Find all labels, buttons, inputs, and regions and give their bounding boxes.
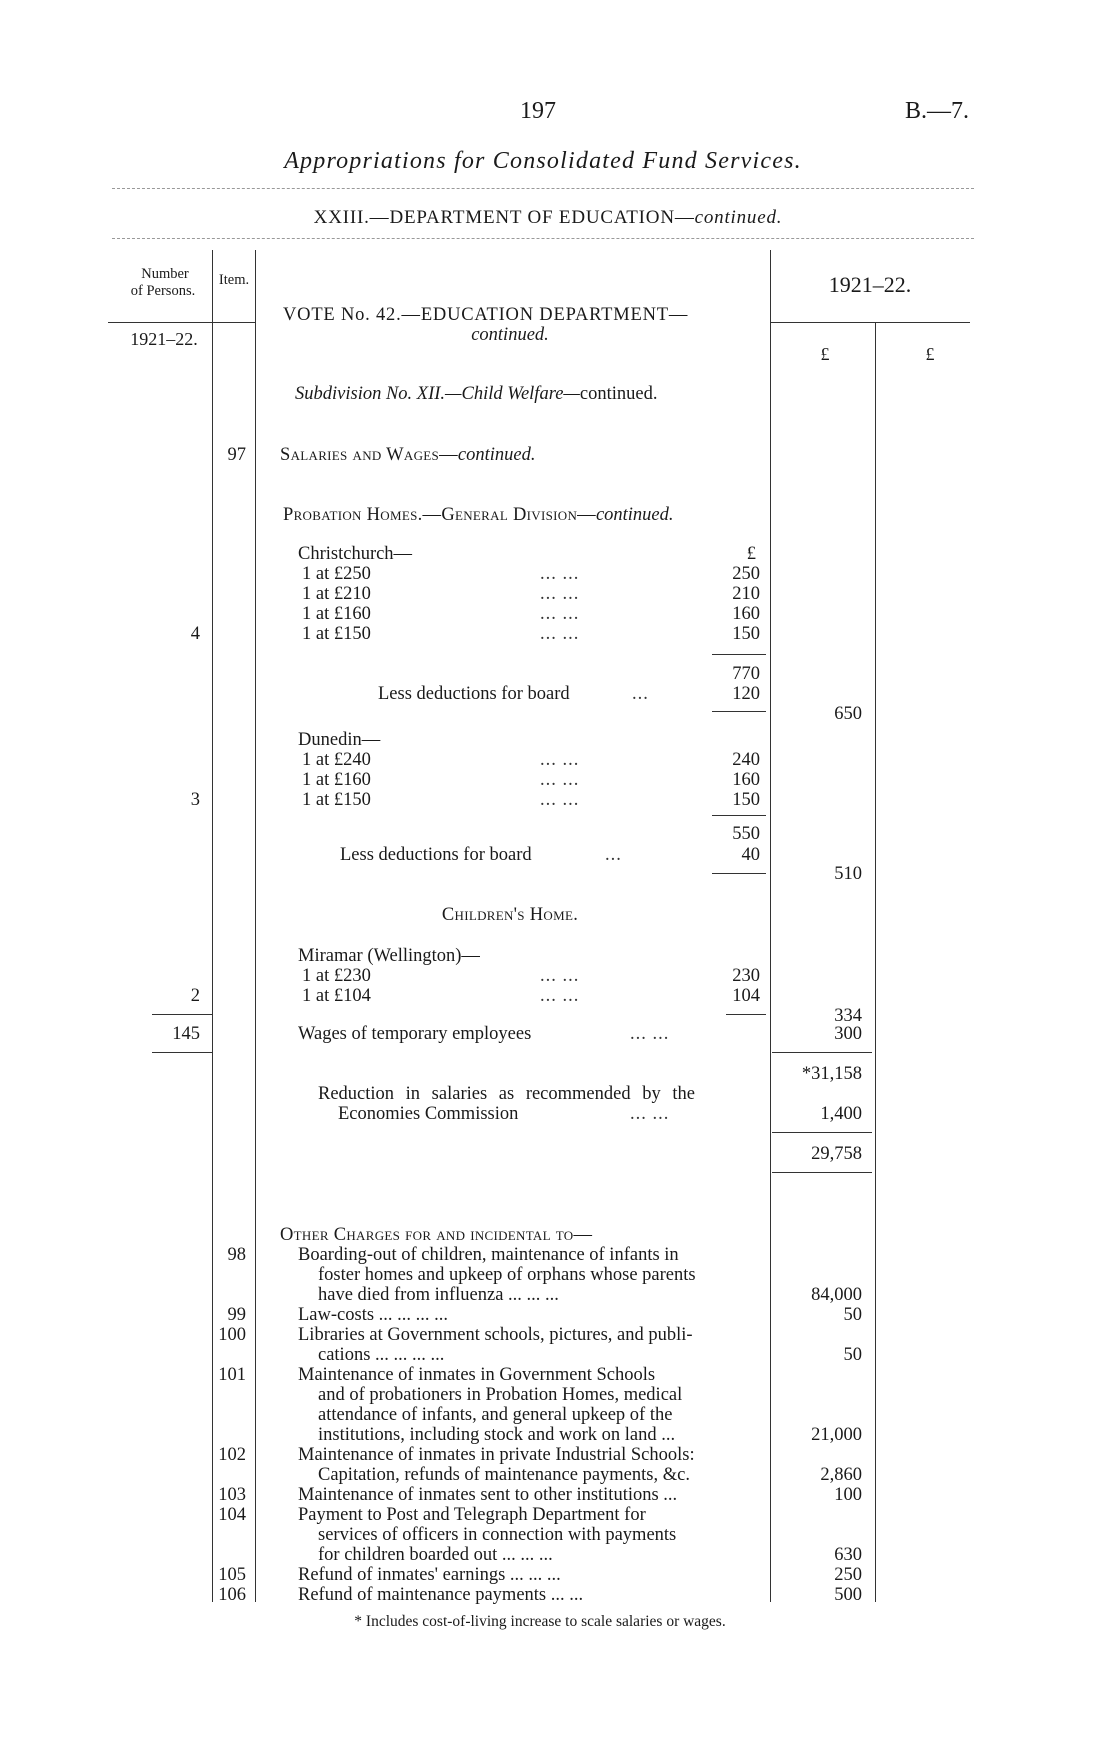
christchurch-subtotal-rule — [712, 654, 766, 655]
christchurch-deductions-value: 120 — [732, 684, 760, 704]
christchurch-deductions-label: Less deductions for board — [378, 684, 570, 704]
dunedin-persons: 3 — [190, 790, 200, 810]
reduction-label-line-2: Economies Commission — [338, 1104, 519, 1124]
charge-amount: 250 — [834, 1565, 862, 1585]
christchurch-row-value: 250 — [732, 564, 760, 584]
persons-total-rule — [152, 1014, 212, 1015]
subdivision-continued: continued. — [579, 384, 658, 404]
miramar-row-label: 1 at £230 — [302, 966, 371, 986]
dunedin-label: Dunedin— — [298, 730, 381, 750]
subdivision-title: Subdivision No. XII.—Child Welfare— — [295, 384, 580, 404]
christchurch-subtotal: 770 — [732, 664, 760, 684]
charge-description-line: cations ... ... ... ... — [318, 1345, 445, 1365]
pound-column-1-header: £ — [820, 344, 830, 364]
item-number-97: 97 — [227, 445, 246, 465]
heading-divider — [112, 238, 974, 239]
miramar-persons: 2 — [190, 986, 200, 1006]
charge-description-line: foster homes and upkeep of orphans whose parents — [318, 1265, 696, 1285]
salaries-total-rule — [772, 1052, 872, 1053]
christchurch-label: Christchurch— — [298, 544, 413, 564]
document-reference: B.—7. — [905, 98, 970, 124]
other-charges-heading: Other Charges for and incidental to— — [280, 1225, 593, 1245]
dunedin-deductions-leader: ... — [605, 845, 622, 865]
charge-description-line: Boarding-out of children, maintenance of infants in — [298, 1245, 679, 1265]
christchurch-persons: 4 — [190, 624, 200, 644]
charge-description-line: for children boarded out ... ... ... — [318, 1545, 553, 1565]
year-header: 1921–22. — [828, 272, 912, 297]
subdivision-heading — [295, 384, 657, 404]
christchurch-row-leader: ... ... — [540, 564, 580, 584]
persons-header-line-2: of Persons. — [130, 283, 196, 299]
item-number: 102 — [218, 1445, 246, 1465]
dunedin-row-value: 160 — [732, 770, 760, 790]
christchurch-row-value: 210 — [732, 584, 760, 604]
temporary-employees-label: Wages of temporary employees — [298, 1024, 532, 1044]
christchurch-deductions-leader: ... — [632, 684, 649, 704]
department-continued: continued. — [694, 207, 783, 228]
miramar-net-total: 334 — [834, 1006, 862, 1026]
probation-homes-continued: continued. — [595, 505, 674, 525]
persons-total-underline — [152, 1052, 212, 1053]
item-number: 99 — [227, 1305, 246, 1325]
item-number: 103 — [218, 1485, 246, 1505]
salaries-heading — [280, 445, 535, 465]
salaries-total: *31,158 — [801, 1064, 862, 1084]
persons-year-header: 1921–22. — [130, 329, 198, 349]
reduction-leader: ... ... — [630, 1104, 670, 1124]
charge-description-line: Maintenance of inmates sent to other institutions ... — [298, 1485, 678, 1505]
pound-column-2-header: £ — [925, 344, 935, 364]
reduction-value: 1,400 — [820, 1104, 862, 1124]
temporary-employees-leader: ... ... — [630, 1024, 670, 1044]
dunedin-net-rule — [712, 873, 766, 874]
item-number: 106 — [218, 1585, 246, 1605]
christchurch-row-value: 150 — [732, 624, 760, 644]
footnote: * Includes cost-of-living increase to scale salaries or wages. — [354, 1613, 726, 1630]
net-total-rule-bottom — [772, 1172, 872, 1173]
dunedin-row-label: 1 at £160 — [302, 770, 371, 790]
charge-description-line: Refund of inmates' earnings ... ... ... — [298, 1565, 561, 1585]
charge-description-line: Refund of maintenance payments ... ... — [298, 1585, 584, 1605]
charge-amount: 50 — [843, 1345, 862, 1365]
item-number: 101 — [218, 1365, 246, 1385]
charge-description-line: Capitation, refunds of maintenance payments, &c. — [318, 1465, 690, 1485]
charge-amount: 500 — [834, 1585, 862, 1605]
column-rule-item — [255, 250, 256, 1602]
charge-amount: 100 — [834, 1485, 862, 1505]
charge-amount: 84,000 — [811, 1285, 862, 1305]
column-rule-description — [770, 250, 771, 1602]
christchurch-row-label: 1 at £150 — [302, 624, 371, 644]
dunedin-subtotal: 550 — [732, 824, 760, 844]
christchurch-row-value: 160 — [732, 604, 760, 624]
miramar-row-value: 104 — [732, 986, 760, 1006]
salaries-net-total: 29,758 — [811, 1144, 862, 1164]
christchurch-row-label: 1 at £160 — [302, 604, 371, 624]
salaries-heading-text: Salaries and Wages— — [280, 445, 458, 465]
miramar-row-label: 1 at £104 — [302, 986, 371, 1006]
dunedin-row-leader: ... ... — [540, 790, 580, 810]
dunedin-deductions-label: Less deductions for board — [340, 845, 532, 865]
title-divider — [112, 188, 974, 189]
christchurch-row-label: 1 at £210 — [302, 584, 371, 604]
miramar-row-leader: ... ... — [540, 966, 580, 986]
vote-title: VOTE No. 42.—EDUCATION DEPARTMENT— — [283, 305, 689, 325]
christchurch-row-leader: ... ... — [540, 584, 580, 604]
item-number: 100 — [218, 1325, 246, 1345]
item-number: 104 — [218, 1505, 246, 1525]
charge-description-line: have died from influenza ... ... ... — [318, 1285, 559, 1305]
department-heading — [314, 207, 783, 229]
christchurch-row-label: 1 at £250 — [302, 564, 371, 584]
dunedin-row-value: 150 — [732, 790, 760, 810]
charge-amount: 21,000 — [811, 1425, 862, 1445]
childrens-home-heading: Children's Home. — [441, 905, 579, 925]
probation-homes-heading — [283, 505, 674, 525]
dunedin-row-leader: ... ... — [540, 750, 580, 770]
dunedin-subtotal-rule — [712, 815, 766, 816]
miramar-row-leader: ... ... — [540, 986, 580, 1006]
christchurch-net-rule — [712, 711, 766, 712]
item-number: 98 — [227, 1245, 246, 1265]
charge-description-line: attendance of infants, and general upkeep of the — [318, 1405, 673, 1425]
item-header: Item. — [218, 272, 250, 288]
dunedin-row-leader: ... ... — [540, 770, 580, 790]
vote-continued: continued. — [471, 325, 549, 345]
persons-header-line-1: Number — [141, 266, 189, 282]
charge-description-line: Maintenance of inmates in private Industrial Schools: — [298, 1445, 695, 1465]
page-number: 197 — [520, 98, 556, 124]
persons-year-rule — [108, 322, 212, 323]
charge-description-line: institutions, including stock and work on land ... — [318, 1425, 676, 1445]
charge-description-line: Libraries at Government schools, pictures, and publi- — [298, 1325, 693, 1345]
item-number: 105 — [218, 1565, 246, 1585]
charge-amount: 2,860 — [820, 1465, 862, 1485]
dunedin-net-total: 510 — [834, 864, 862, 884]
page-title: Appropriations for Consolidated Fund Services. — [284, 148, 802, 174]
charge-description-line: Maintenance of inmates in Government Schools — [298, 1365, 656, 1385]
christchurch-net-total: 650 — [834, 704, 862, 724]
temporary-employees-value: 300 — [834, 1024, 862, 1044]
probation-homes-heading-text: Probation Homes.—General Division— — [283, 505, 596, 525]
department-title: XXIII.—DEPARTMENT OF EDUCATION— — [313, 207, 695, 228]
charge-description-line: services of officers in connection with payments — [318, 1525, 677, 1545]
dunedin-row-value: 240 — [732, 750, 760, 770]
dunedin-deductions-value: 40 — [741, 845, 760, 865]
salaries-continued: continued. — [457, 445, 536, 465]
charge-description-line: Payment to Post and Telegraph Department for — [298, 1505, 646, 1525]
christchurch-row-leader: ... ... — [540, 604, 580, 624]
charge-amount: 630 — [834, 1545, 862, 1565]
charge-description-line: and of probationers in Probation Homes, medical — [318, 1385, 683, 1405]
miramar-row-value: 230 — [732, 966, 760, 986]
miramar-label: Miramar (Wellington)— — [298, 946, 480, 966]
net-total-rule-top — [772, 1132, 872, 1133]
christchurch-pound-sign: £ — [746, 544, 756, 564]
charge-amount: 50 — [843, 1305, 862, 1325]
temporary-persons: 145 — [172, 1024, 200, 1044]
column-rule-pounds — [875, 322, 876, 1602]
miramar-net-rule — [726, 1014, 766, 1015]
dunedin-row-label: 1 at £150 — [302, 790, 371, 810]
reduction-label-line-1: Reduction in salaries as recommended by the — [318, 1084, 695, 1104]
item-header-rule — [212, 322, 255, 323]
christchurch-row-leader: ... ... — [540, 624, 580, 644]
column-rule-persons — [212, 250, 213, 1602]
dunedin-row-label: 1 at £240 — [302, 750, 371, 770]
charge-description-line: Law-costs ... ... ... ... — [298, 1305, 449, 1325]
year-header-rule — [770, 322, 970, 323]
